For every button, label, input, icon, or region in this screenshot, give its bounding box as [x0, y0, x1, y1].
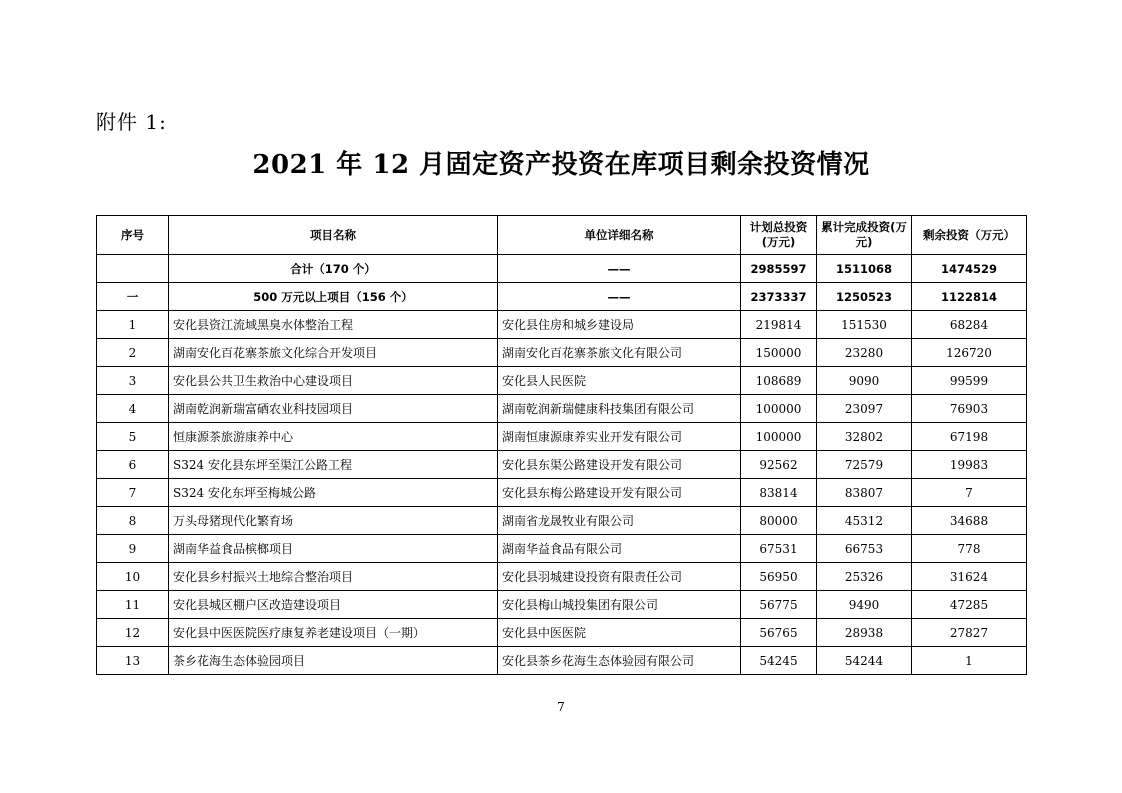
table-row — [97, 339, 1027, 367]
attachment-label: 附件 1: — [96, 110, 167, 134]
row-unit-name: 安化县东渠公路建设开发有限公司 — [498, 451, 741, 479]
row-completed: 151530 — [817, 311, 912, 339]
row-seq: 4 — [97, 395, 169, 423]
row-project-name: 安化县公共卫生救治中心建设项目 — [169, 367, 498, 395]
header-planned-total: 计划总投资(万元) — [741, 216, 817, 255]
row-unit-name: 湖南恒康源康养实业开发有限公司 — [498, 423, 741, 451]
row-project-name: 茶乡花海生态体验园项目 — [169, 647, 498, 675]
row-completed: 54244 — [817, 647, 912, 675]
row-remaining: 99599 — [912, 367, 1027, 395]
table-row — [97, 311, 1027, 339]
row-completed: 72579 — [817, 451, 912, 479]
row-planned-total: 100000 — [741, 395, 817, 423]
row-remaining: 126720 — [912, 339, 1027, 367]
row-seq: 3 — [97, 367, 169, 395]
row-completed: 66753 — [817, 535, 912, 563]
summary-done: 1511068 — [817, 255, 912, 283]
row-project-name: 万头母猪现代化繁育场 — [169, 507, 498, 535]
row-planned-total: 80000 — [741, 507, 817, 535]
page-number: 7 — [557, 700, 565, 714]
table-header-row — [97, 216, 1027, 255]
summary-remain: 1474529 — [912, 255, 1027, 283]
row-planned-total: 56775 — [741, 591, 817, 619]
group-remain: 1122814 — [912, 283, 1027, 311]
row-unit-name: 安化县茶乡花海生态体验园有限公司 — [498, 647, 741, 675]
table-row — [97, 423, 1027, 451]
row-unit-name: 湖南省龙晟牧业有限公司 — [498, 507, 741, 535]
row-unit-name: 湖南乾润新瑞健康科技集团有限公司 — [498, 395, 741, 423]
row-remaining: 7 — [912, 479, 1027, 507]
row-planned-total: 56765 — [741, 619, 817, 647]
row-remaining: 778 — [912, 535, 1027, 563]
row-project-name: S324 安化东坪至梅城公路 — [169, 479, 498, 507]
row-completed: 9090 — [817, 367, 912, 395]
row-remaining: 47285 — [912, 591, 1027, 619]
row-remaining: 1 — [912, 647, 1027, 675]
row-planned-total: 83814 — [741, 479, 817, 507]
table-row — [97, 619, 1027, 647]
group-unit: —— — [498, 283, 741, 311]
row-unit-name: 安化县东梅公路建设开发有限公司 — [498, 479, 741, 507]
row-unit-name: 安化县中医医院 — [498, 619, 741, 647]
row-seq: 2 — [97, 339, 169, 367]
row-completed: 25326 — [817, 563, 912, 591]
row-unit-name: 安化县梅山城投集团有限公司 — [498, 591, 741, 619]
row-project-name: 湖南乾润新瑞富硒农业科技园项目 — [169, 395, 498, 423]
header-seq: 序号 — [97, 216, 169, 255]
row-remaining: 76903 — [912, 395, 1027, 423]
row-planned-total: 108689 — [741, 367, 817, 395]
table-row — [97, 479, 1027, 507]
row-completed: 83807 — [817, 479, 912, 507]
row-planned-total: 100000 — [741, 423, 817, 451]
header-completed: 累计完成投资(万元) — [817, 216, 912, 255]
row-project-name: 恒康源茶旅游康养中心 — [169, 423, 498, 451]
row-seq: 8 — [97, 507, 169, 535]
row-seq: 1 — [97, 311, 169, 339]
row-unit-name: 安化县人民医院 — [498, 367, 741, 395]
row-remaining: 68284 — [912, 311, 1027, 339]
row-planned-total: 54245 — [741, 647, 817, 675]
row-remaining: 27827 — [912, 619, 1027, 647]
row-project-name: 湖南安化百花寨茶旅文化综合开发项目 — [169, 339, 498, 367]
row-seq: 5 — [97, 423, 169, 451]
table-row — [97, 591, 1027, 619]
table-row — [97, 395, 1027, 423]
row-completed: 23280 — [817, 339, 912, 367]
row-planned-total: 92562 — [741, 451, 817, 479]
row-remaining: 31624 — [912, 563, 1027, 591]
row-completed: 45312 — [817, 507, 912, 535]
row-seq: 13 — [97, 647, 169, 675]
row-project-name: S324 安化县东坪至渠江公路工程 — [169, 451, 498, 479]
header-project-name: 项目名称 — [169, 216, 498, 255]
row-seq: 7 — [97, 479, 169, 507]
row-seq: 6 — [97, 451, 169, 479]
row-unit-name: 湖南华益食品有限公司 — [498, 535, 741, 563]
summary-seq — [97, 255, 169, 283]
row-project-name: 安化县乡村振兴土地综合整治项目 — [169, 563, 498, 591]
table-row — [97, 451, 1027, 479]
row-remaining: 34688 — [912, 507, 1027, 535]
row-seq: 11 — [97, 591, 169, 619]
group-row — [97, 283, 1027, 311]
summary-row — [97, 255, 1027, 283]
table-row — [97, 367, 1027, 395]
summary-name: 合计（170 个） — [169, 255, 498, 283]
summary-unit: —— — [498, 255, 741, 283]
group-name: 500 万元以上项目（156 个） — [169, 283, 498, 311]
row-unit-name: 湖南安化百花寨茶旅文化有限公司 — [498, 339, 741, 367]
header-unit-name: 单位详细名称 — [498, 216, 741, 255]
table-row — [97, 647, 1027, 675]
row-planned-total: 150000 — [741, 339, 817, 367]
row-completed: 32802 — [817, 423, 912, 451]
row-completed: 23097 — [817, 395, 912, 423]
row-project-name: 湖南华益食品槟榔项目 — [169, 535, 498, 563]
row-completed: 28938 — [817, 619, 912, 647]
row-project-name: 安化县城区棚户区改造建设项目 — [169, 591, 498, 619]
page-title: 2021 年 12 月固定资产投资在库项目剩余投资情况 — [252, 150, 870, 180]
row-project-name: 安化县资江流域黑臭水体整治工程 — [169, 311, 498, 339]
row-unit-name: 安化县住房和城乡建设局 — [498, 311, 741, 339]
row-remaining: 67198 — [912, 423, 1027, 451]
table-row — [97, 535, 1027, 563]
group-seq: 一 — [97, 283, 169, 311]
group-done: 1250523 — [817, 283, 912, 311]
row-seq: 10 — [97, 563, 169, 591]
table-row — [97, 563, 1027, 591]
table-row — [97, 507, 1027, 535]
row-planned-total: 219814 — [741, 311, 817, 339]
group-total: 2373337 — [741, 283, 817, 311]
row-remaining: 19983 — [912, 451, 1027, 479]
row-planned-total: 67531 — [741, 535, 817, 563]
row-seq: 12 — [97, 619, 169, 647]
summary-total: 2985597 — [741, 255, 817, 283]
row-planned-total: 56950 — [741, 563, 817, 591]
header-remaining: 剩余投资（万元） — [912, 216, 1027, 255]
row-project-name: 安化县中医医院医疗康复养老建设项目（一期） — [169, 619, 498, 647]
row-seq: 9 — [97, 535, 169, 563]
investment-table — [96, 215, 1027, 675]
row-unit-name: 安化县羽城建设投资有限责任公司 — [498, 563, 741, 591]
row-completed: 9490 — [817, 591, 912, 619]
